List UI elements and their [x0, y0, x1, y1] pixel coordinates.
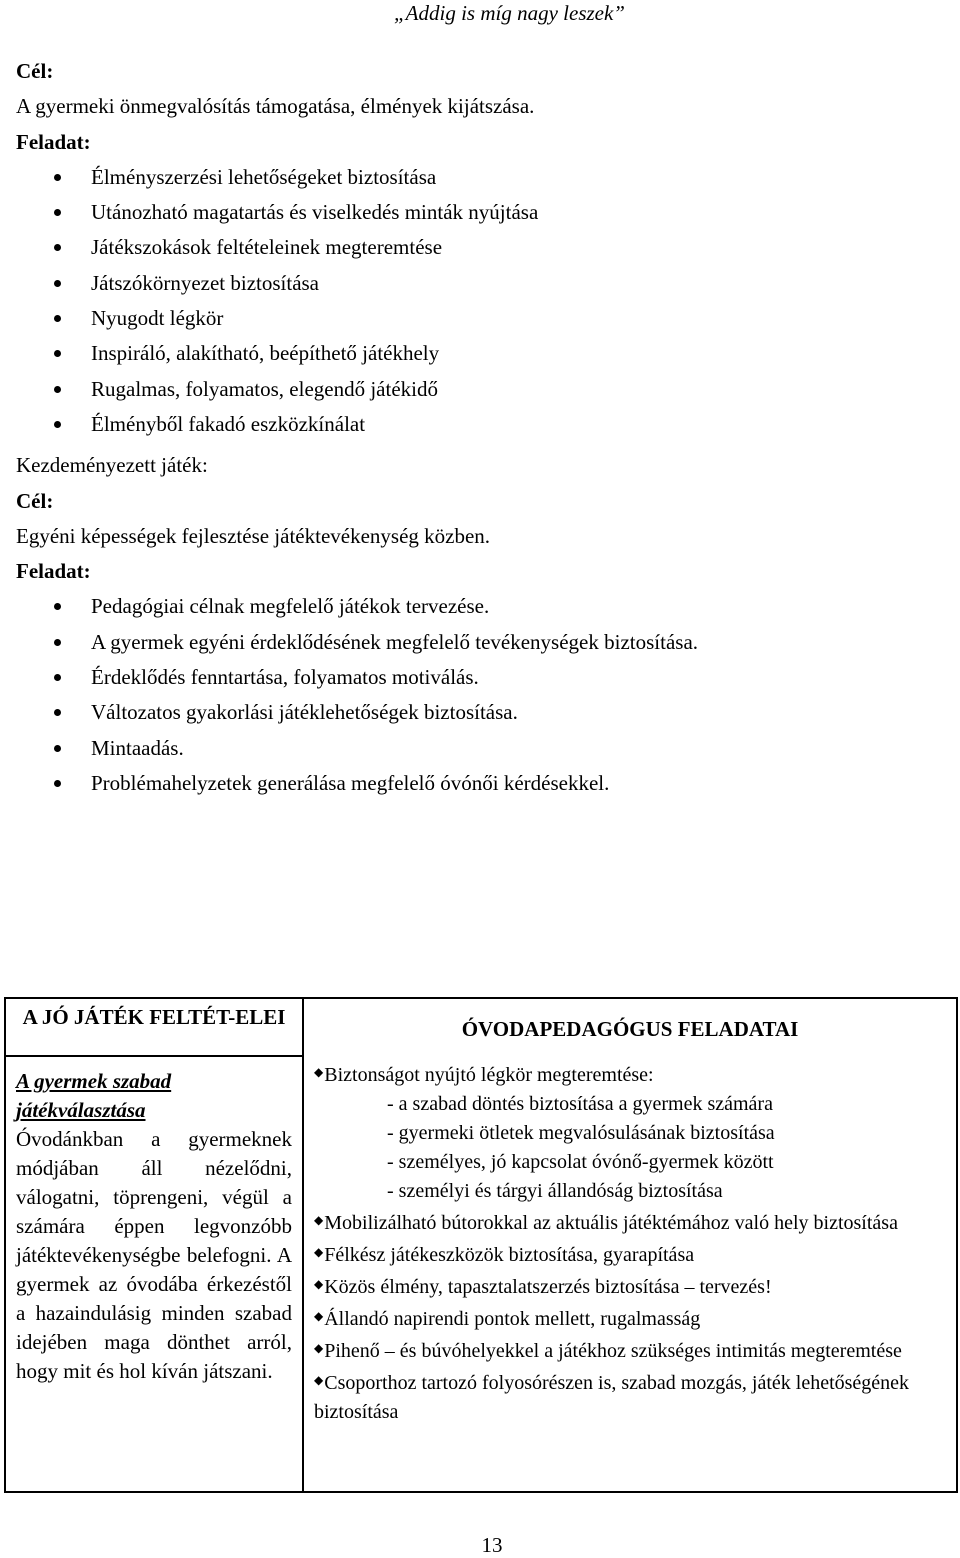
diamond-bullet-icon: ◆ [314, 1245, 324, 1259]
left-column [5, 998, 303, 1056]
list-item: A gyermek egyéni érdeklődésének megfelelő tevékenységek biztosítása. [16, 625, 936, 660]
right-column [303, 998, 957, 1492]
sub-item: - személyes, jó kapcsolat óvónő-gyermek között [387, 1151, 774, 1173]
left-paragraph: Óvodánkban a gyermeknek módjában áll nézelődni, válogatni, töprengeni, végül a számára éppen legvonzóbb játéktevékenységbe belefogni. A gyermek az óvodába érkezéstől a hazaindulásig minden szabad idejében maga dönthet arról, hogy mit és hol kíván játszani. [16, 1127, 292, 1383]
goal-text: Egyéni képességek fejlesztése játéktevékenység közben. [16, 523, 491, 548]
goal-label: Cél: [16, 59, 54, 83]
list-item: ◆Pihenő – és búvóhelyekkel a játékhoz szükséges intimitás megteremtése [314, 1340, 902, 1362]
list-item: ◆Közös élmény, tapasztalatszerzés biztosítása – tervezés! [314, 1276, 772, 1298]
sub-item: - személyi és tárgyi állandóság biztosítása [387, 1180, 723, 1202]
section-heading: Kezdeményezett játék: [16, 453, 208, 478]
list-item: ◆Mobilizálható bútorokkal az aktuális játéktémához való hely biztosítása [314, 1212, 898, 1234]
list-item: Pedagógiai célnak megfelelő játékok tervezése. [16, 589, 936, 624]
diamond-bullet-icon: ◆ [314, 1309, 324, 1323]
left-column-body [5, 1056, 303, 1492]
list-item: Játékszokások feltételeinek megteremtése [16, 230, 936, 265]
list-item: Érdeklődés fenntartása, folyamatos motiválás. [16, 660, 936, 695]
list-item: Élményből fakadó eszközkínálat [16, 407, 936, 442]
sub-item: - a szabad döntés biztosítása a gyermek számára [387, 1093, 773, 1115]
diamond-bullet-icon: ◆ [314, 1213, 324, 1227]
diamond-bullet-icon: ◆ [314, 1341, 324, 1355]
diamond-bullet-icon: ◆ [314, 1065, 324, 1079]
page-number: 13 [481, 1533, 503, 1557]
list-item: ◆Csoporthoz tartozó folyosórészen is, szabad mozgás, játék lehetőségének biztosítása [314, 1372, 910, 1423]
left-heading: A JÓ JÁTÉK FELTÉT-ELEI [22, 1005, 286, 1029]
list-item: Problémahelyzetek generálása megfelelő óvónői kérdésekkel. [16, 766, 936, 801]
list-item: ◆Állandó napirendi pontok mellett, rugalmasság [314, 1308, 701, 1330]
list-item: Rugalmas, folyamatos, elegendő játékidő [16, 372, 936, 407]
document-header-title: „Addig is míg nagy leszek” [394, 1, 625, 25]
task-list [16, 160, 936, 442]
goal-text: A gyermeki önmegvalósítás támogatása, élmények kijátszása. [16, 94, 535, 119]
task-label: Feladat: [16, 559, 91, 584]
diamond-bullet-icon: ◆ [314, 1373, 324, 1387]
task-label: Feladat: [16, 129, 91, 154]
list-item: ◆Biztonságot nyújtó légkör megteremtése: [314, 1064, 654, 1086]
list-item: Játszókörnyezet biztosítása [16, 266, 936, 301]
sub-item: - gyermeki ötletek megvalósulásának biztosítása [387, 1122, 775, 1144]
list-item: ◆Félkész játékeszközök biztosítása, gyarapítása [314, 1244, 695, 1266]
right-heading: ÓVODAPEDAGÓGUS FELADATAI [461, 1017, 799, 1041]
list-item: Utánozható magatartás és viselkedés minták nyújtása [16, 195, 936, 230]
conditions-table [4, 997, 958, 1493]
list-item: Változatos gyakorlási játéklehetőségek biztosítása. [16, 695, 936, 730]
list-item: Élményszerzési lehetőségeket biztosítása [16, 160, 936, 195]
list-item: Nyugodt légkör [16, 301, 936, 336]
left-subheading: A gyermek szabad játékválasztása [16, 1069, 172, 1122]
right-body [304, 1054, 956, 1427]
list-item: Inspiráló, alakítható, beépíthető játékhely [16, 336, 936, 371]
task-list [16, 589, 936, 801]
diamond-bullet-icon: ◆ [314, 1277, 324, 1291]
main-content [16, 54, 936, 801]
list-item: Mintaadás. [16, 731, 936, 766]
goal-label: Cél: [16, 488, 54, 513]
